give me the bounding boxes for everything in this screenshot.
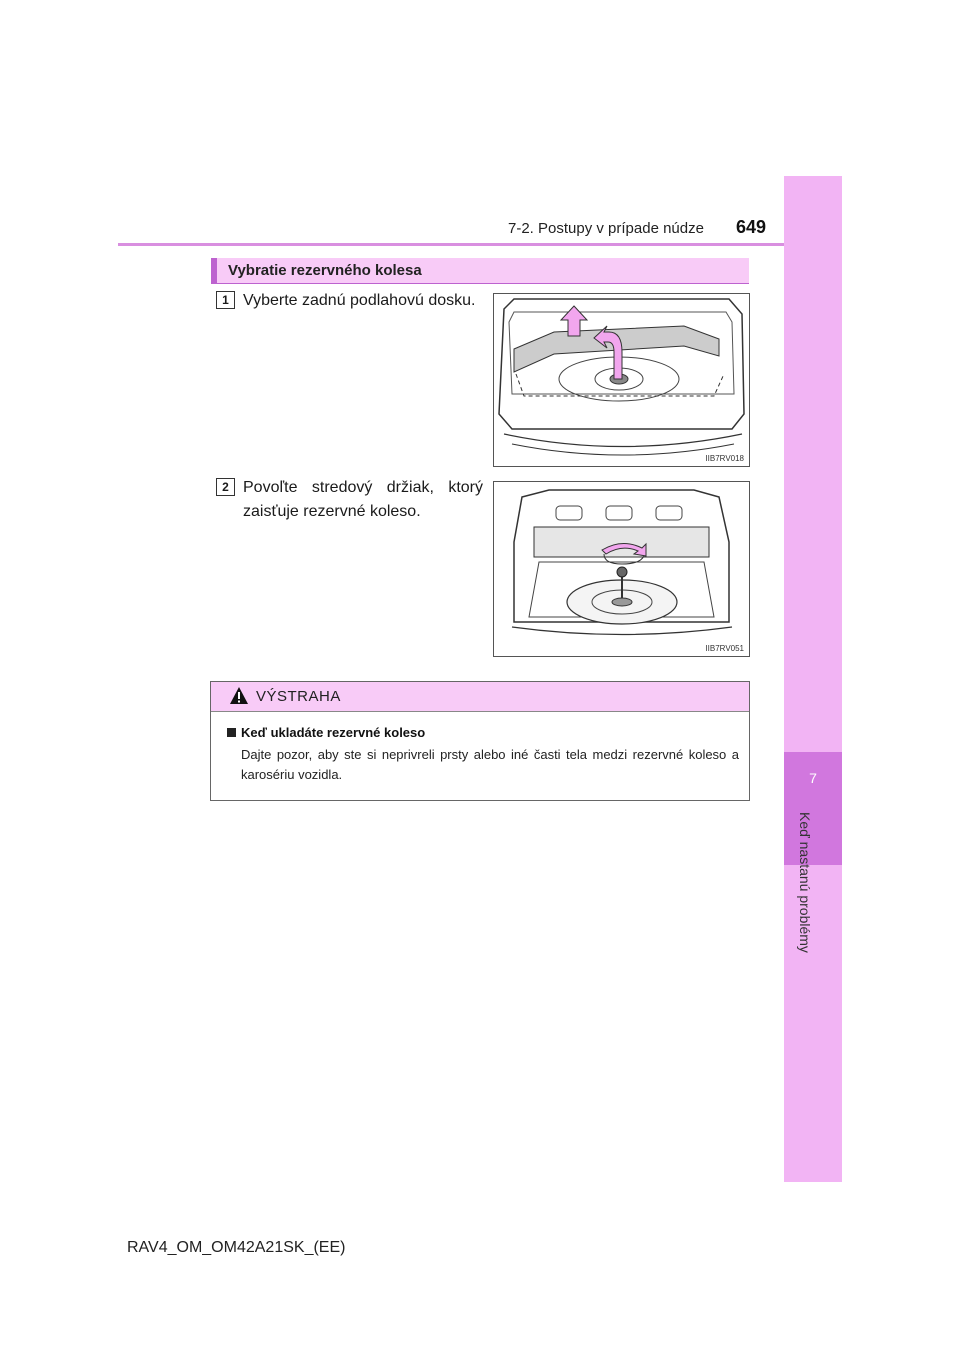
step-text-2: Povoľte stredový držiak, ktorý zaisťuje rezervné koleso. xyxy=(243,479,483,520)
bullet-square-icon xyxy=(227,728,236,737)
warning-triangle-icon xyxy=(229,686,249,705)
figure-loosen-center-holder xyxy=(493,481,750,657)
page-number: 649 xyxy=(736,217,767,237)
warning-header xyxy=(211,682,749,712)
warning-title xyxy=(227,725,425,740)
chapter-title: Keď nastanú problémy xyxy=(797,812,813,953)
figure-remove-floor-board xyxy=(493,293,750,467)
trunk-floor-illustration xyxy=(494,294,749,466)
step-number-2: 2 xyxy=(216,478,235,496)
warning-title-text: Keď ukladáte rezervné koleso xyxy=(241,725,426,740)
running-header: 7-2. Postupy v prípade núdze xyxy=(508,220,704,237)
warning-box xyxy=(210,681,750,801)
warning-body: Dajte pozor, aby ste si neprivreli prsty alebo iné časti tela medzi rezervné koleso a karosériu vozidla. xyxy=(241,747,739,782)
warning-label: VÝSTRAHA xyxy=(256,688,341,705)
spare-wheel-illustration xyxy=(494,482,749,656)
document-code-footer: RAV4_OM_OM42A21SK_(EE) xyxy=(127,1239,346,1256)
step-text-1: Vyberte zadnú podlahovú dosku. xyxy=(243,292,476,309)
chapter-title-tab xyxy=(784,812,842,1072)
figure-code-1: IIB7RV018 xyxy=(705,454,744,463)
step-number-1: 1 xyxy=(216,291,235,309)
header-rule xyxy=(118,243,784,246)
section-rule xyxy=(211,283,749,284)
figure-code-2: IIB7RV051 xyxy=(705,644,744,653)
chapter-number: 7 xyxy=(809,770,817,786)
section-heading xyxy=(211,258,749,283)
section-heading-text: Vybratie rezervného kolesa xyxy=(228,262,422,279)
